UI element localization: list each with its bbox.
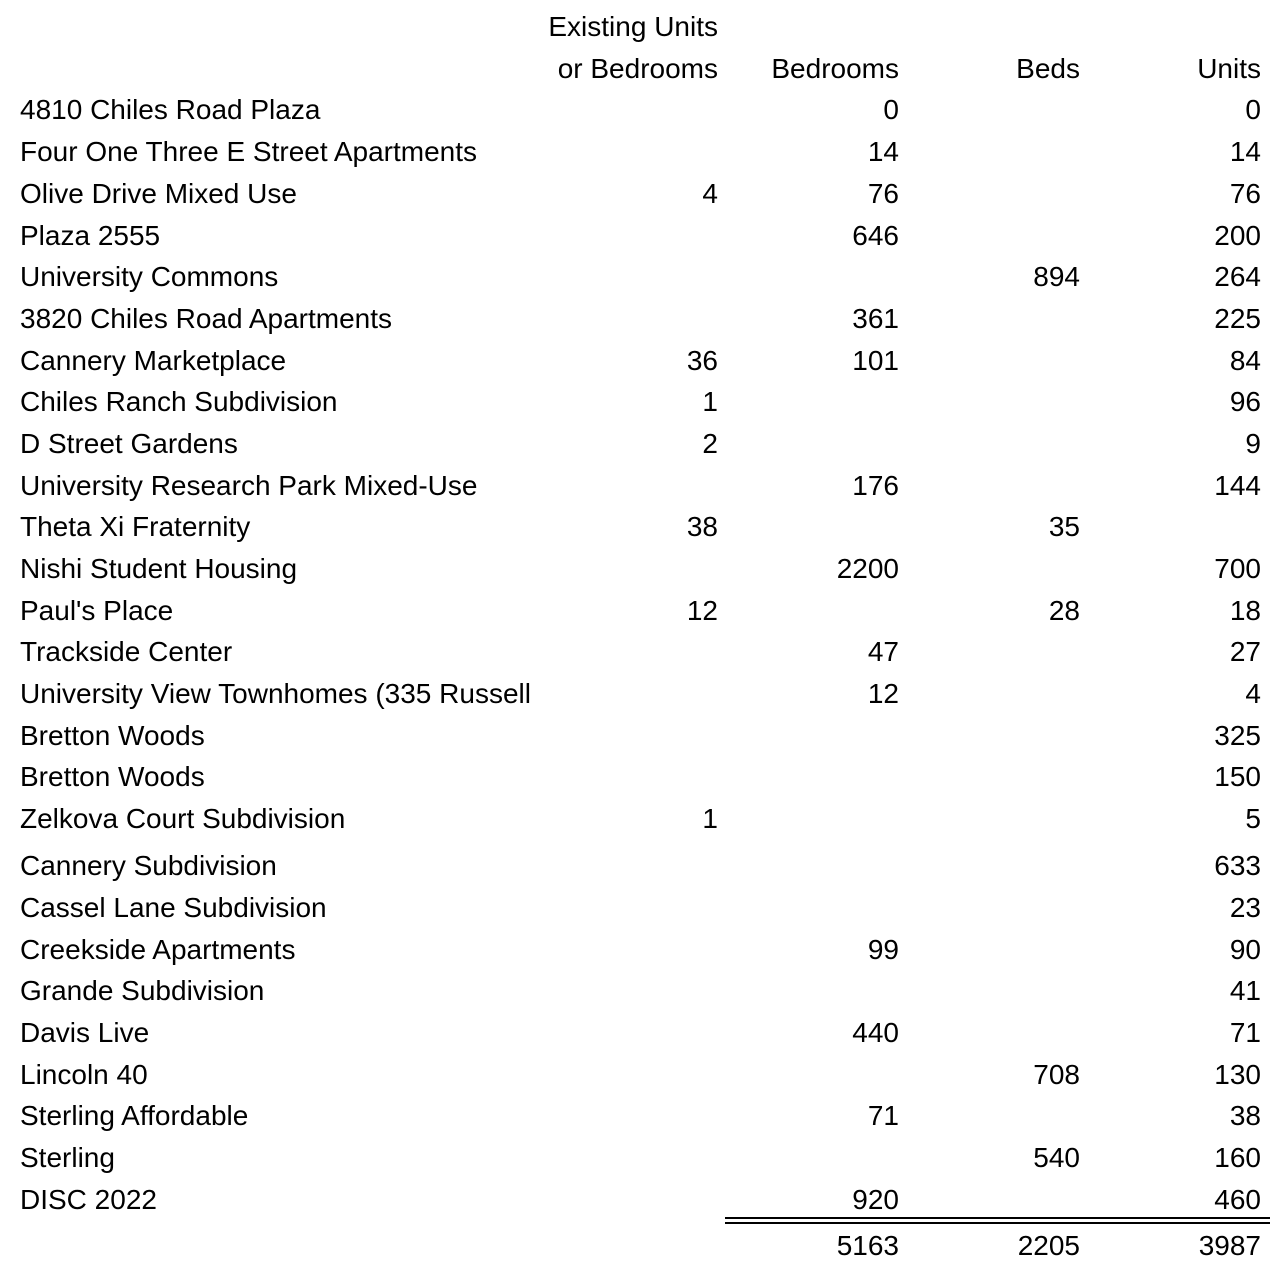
row-name: Cannery Marketplace	[20, 345, 287, 376]
row-name: Grande Subdivision	[20, 975, 265, 1006]
row-existing: 36	[686, 345, 718, 376]
row-units: 84	[1229, 345, 1261, 376]
row-name: Lincoln 40	[20, 1059, 148, 1090]
row-units: 90	[1229, 934, 1261, 965]
row-bedrooms: 646	[852, 220, 899, 251]
row-name: Olive Drive Mixed Use	[20, 178, 297, 209]
row-name: Zelkova Court Subdivision	[20, 803, 346, 834]
row-name: Theta Xi Fraternity	[20, 511, 251, 542]
row-bedrooms: 14	[867, 136, 899, 167]
row-bedrooms: 99	[867, 934, 899, 965]
row-existing: 1	[702, 386, 718, 417]
row-name: Four One Three E Street Apartments	[20, 136, 478, 167]
row-units: 38	[1229, 1100, 1261, 1131]
row-units: 325	[1214, 720, 1261, 751]
total-rule-bottom	[725, 1222, 1270, 1224]
row-units: 23	[1229, 892, 1261, 923]
row-name: Cannery Subdivision	[20, 850, 277, 881]
row-units: 4	[1245, 678, 1261, 709]
row-units: 144	[1214, 470, 1261, 501]
row-units: 96	[1229, 386, 1261, 417]
row-existing: 1	[702, 803, 718, 834]
row-name: DISC 2022	[20, 1184, 157, 1215]
row-bedrooms: 71	[867, 1100, 899, 1131]
row-bedrooms: 361	[852, 303, 899, 334]
row-beds: 540	[1033, 1142, 1080, 1173]
row-units: 150	[1214, 761, 1261, 792]
row-name: D Street Gardens	[20, 428, 238, 459]
row-units: 14	[1229, 136, 1261, 167]
row-bedrooms: 76	[867, 178, 899, 209]
row-name: Bretton Woods	[20, 761, 205, 792]
header-existing-line1: Existing Units	[548, 11, 718, 42]
row-name: Plaza 2555	[20, 220, 161, 251]
row-beds: 894	[1033, 261, 1080, 292]
row-name: Nishi Student Housing	[20, 553, 298, 584]
row-name: Sterling	[20, 1142, 115, 1173]
row-name: Bretton Woods	[20, 720, 205, 751]
row-units: 700	[1214, 553, 1261, 584]
row-name: 4810 Chiles Road Plaza	[20, 94, 321, 125]
header-existing-line2: or Bedrooms	[557, 53, 718, 84]
total-beds: 2205	[1017, 1230, 1080, 1261]
total-bedrooms: 5163	[836, 1230, 899, 1261]
row-units: 9	[1245, 428, 1261, 459]
row-units: 200	[1214, 220, 1261, 251]
row-bedrooms: 0	[883, 94, 899, 125]
row-beds: 708	[1033, 1059, 1080, 1090]
row-name: University Research Park Mixed-Use	[20, 470, 478, 501]
row-units: 130	[1214, 1059, 1261, 1090]
row-name: Cassel Lane Subdivision	[20, 892, 327, 923]
row-name: University View Townhomes (335 Russell	[20, 678, 531, 709]
row-beds: 35	[1048, 511, 1080, 542]
row-existing: 4	[702, 178, 718, 209]
row-existing: 2	[702, 428, 718, 459]
row-units: 0	[1245, 94, 1261, 125]
row-name: 3820 Chiles Road Apartments	[20, 303, 392, 334]
row-units: 71	[1229, 1017, 1261, 1048]
row-bedrooms: 2200	[836, 553, 899, 584]
row-units: 41	[1229, 975, 1261, 1006]
row-units: 5	[1245, 803, 1261, 834]
header-bedrooms: Bedrooms	[771, 53, 899, 84]
row-bedrooms: 920	[852, 1184, 899, 1215]
row-units: 160	[1214, 1142, 1261, 1173]
row-units: 18	[1229, 595, 1261, 626]
row-units: 460	[1214, 1184, 1261, 1215]
total-units: 3987	[1198, 1230, 1261, 1261]
row-bedrooms: 176	[852, 470, 899, 501]
row-existing: 38	[686, 511, 718, 542]
row-bedrooms: 440	[852, 1017, 899, 1048]
row-existing: 12	[686, 595, 718, 626]
row-name: Sterling Affordable	[20, 1100, 249, 1131]
row-units: 633	[1214, 850, 1261, 881]
row-name: Paul's Place	[20, 595, 174, 626]
row-units: 225	[1214, 303, 1261, 334]
row-name: University Commons	[20, 261, 279, 292]
total-rule-top	[725, 1217, 1270, 1219]
row-name: Creekside Apartments	[20, 934, 296, 965]
row-units: 76	[1229, 178, 1261, 209]
row-units: 264	[1214, 261, 1261, 292]
row-name: Davis Live	[20, 1017, 150, 1048]
header-units: Units	[1197, 53, 1261, 84]
row-bedrooms: 12	[867, 678, 899, 709]
row-bedrooms: 101	[852, 345, 899, 376]
row-units: 27	[1229, 636, 1261, 667]
row-beds: 28	[1048, 595, 1080, 626]
row-bedrooms: 47	[867, 636, 899, 667]
row-name: Chiles Ranch Subdivision	[20, 386, 338, 417]
header-beds: Beds	[1016, 53, 1080, 84]
row-name: Trackside Center	[20, 636, 233, 667]
